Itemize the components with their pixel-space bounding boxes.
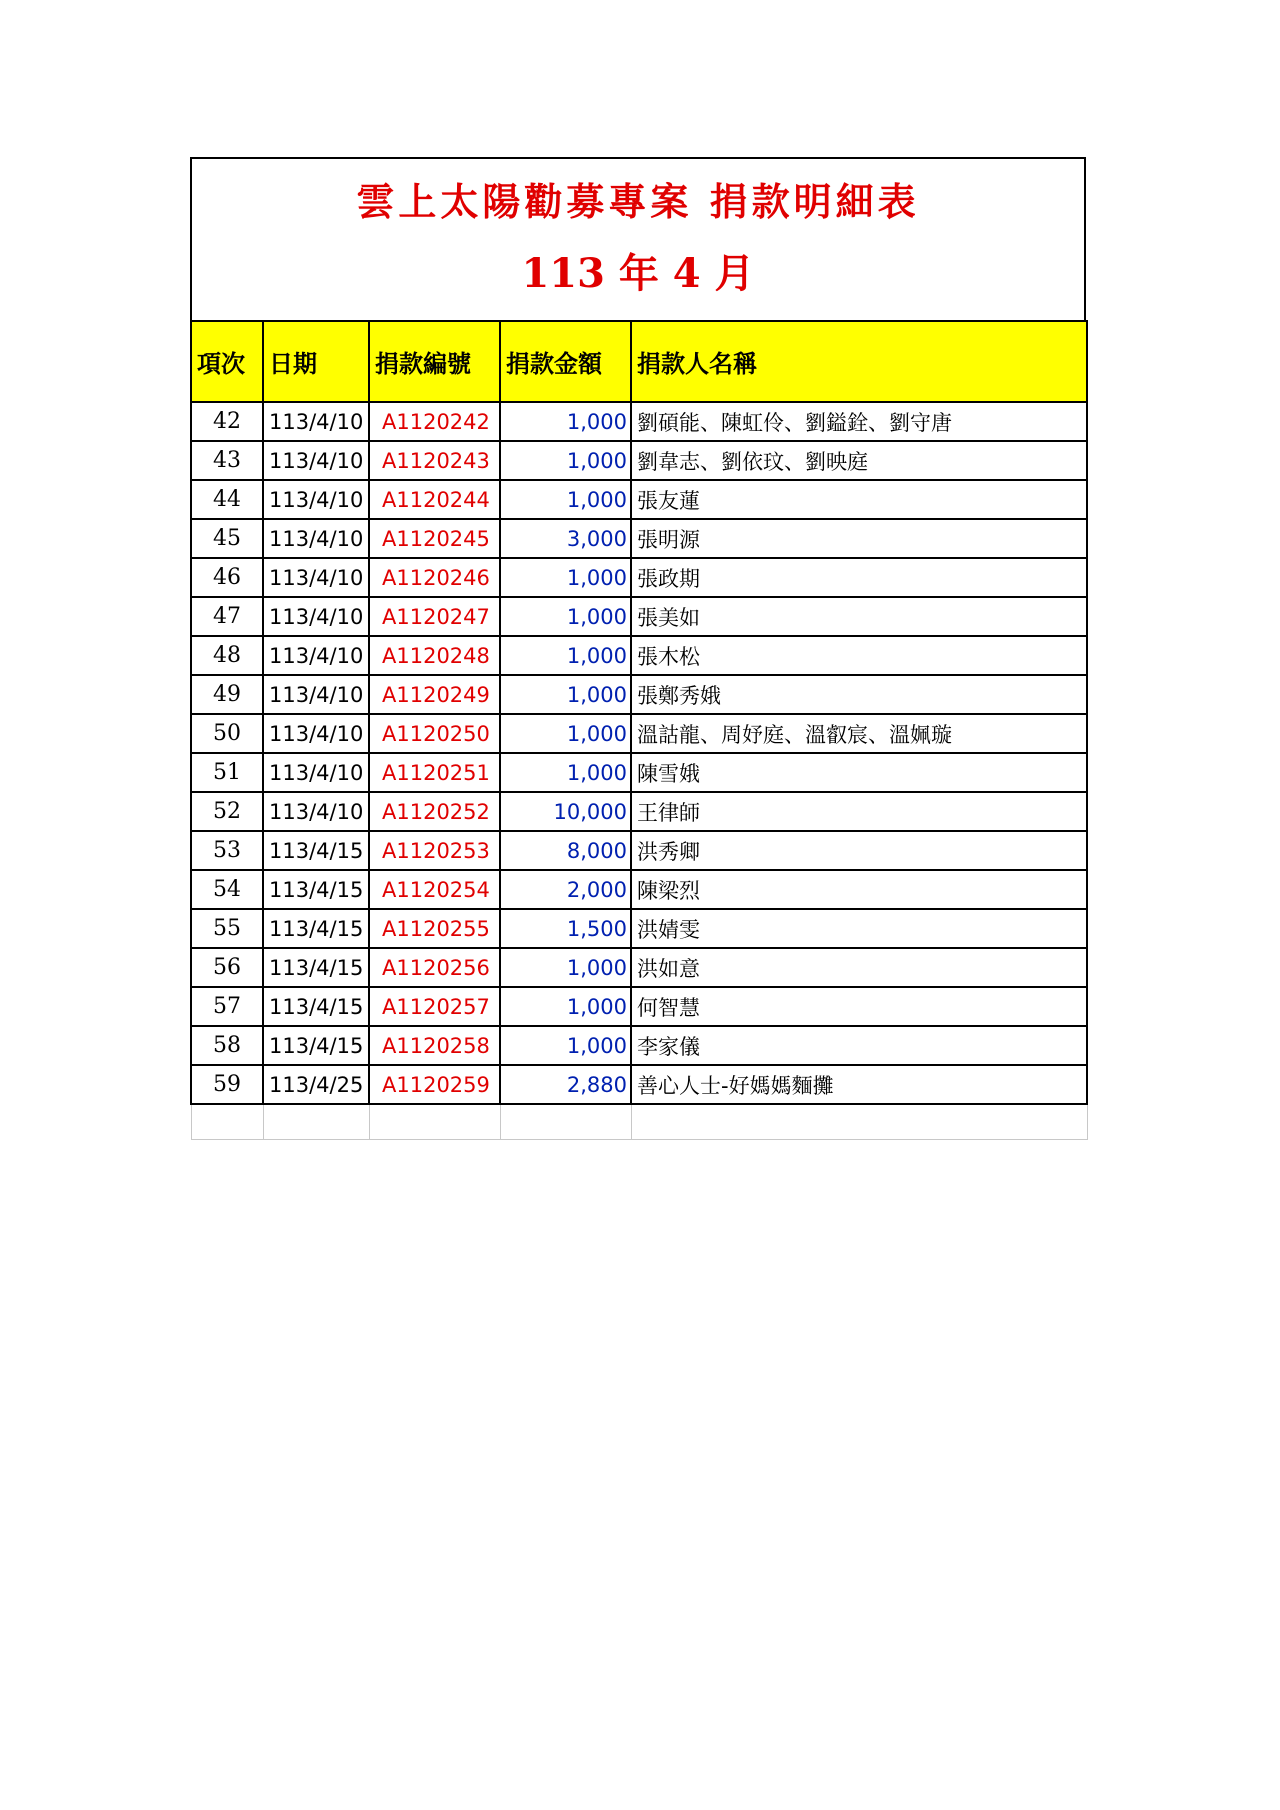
cell-date: 113/4/10 bbox=[263, 636, 369, 675]
header-amount: 捐款金額 bbox=[500, 321, 631, 402]
cell-donation-id: A1120252 bbox=[369, 792, 500, 831]
cell-donor-name: 王律師 bbox=[631, 792, 1087, 831]
cell-donation-id: A1120244 bbox=[369, 480, 500, 519]
title-box bbox=[190, 157, 1086, 320]
table-row bbox=[191, 1065, 1087, 1104]
cell-amount: 1,500 bbox=[500, 909, 631, 948]
cell-amount: 1,000 bbox=[500, 597, 631, 636]
cell-amount: 1,000 bbox=[500, 441, 631, 480]
cell-amount: 1,000 bbox=[500, 402, 631, 441]
empty-cell bbox=[631, 1104, 1087, 1140]
donation-table bbox=[190, 320, 1088, 1140]
header-donor-name: 捐款人名稱 bbox=[631, 321, 1087, 402]
cell-donation-id: A1120242 bbox=[369, 402, 500, 441]
table-row bbox=[191, 441, 1087, 480]
cell-index: 44 bbox=[191, 480, 263, 519]
cell-amount: 3,000 bbox=[500, 519, 631, 558]
cell-date: 113/4/10 bbox=[263, 714, 369, 753]
cell-date: 113/4/10 bbox=[263, 753, 369, 792]
page-subtitle-month: 113 年 4 月 bbox=[521, 250, 755, 297]
table-row bbox=[191, 675, 1087, 714]
cell-index: 51 bbox=[191, 753, 263, 792]
cell-date: 113/4/15 bbox=[263, 831, 369, 870]
cell-date: 113/4/15 bbox=[263, 1026, 369, 1065]
table-row bbox=[191, 1026, 1087, 1065]
cell-index: 50 bbox=[191, 714, 263, 753]
cell-donation-id: A1120245 bbox=[369, 519, 500, 558]
cell-donor-name: 洪如意 bbox=[631, 948, 1087, 987]
cell-amount: 1,000 bbox=[500, 753, 631, 792]
header-date: 日期 bbox=[263, 321, 369, 402]
cell-donor-name: 張明源 bbox=[631, 519, 1087, 558]
cell-donor-name: 陳雪娥 bbox=[631, 753, 1087, 792]
table-row bbox=[191, 402, 1087, 441]
cell-index: 47 bbox=[191, 597, 263, 636]
cell-amount: 2,880 bbox=[500, 1065, 631, 1104]
table-row bbox=[191, 714, 1087, 753]
cell-donor-name: 洪秀卿 bbox=[631, 831, 1087, 870]
cell-index: 58 bbox=[191, 1026, 263, 1065]
cell-amount: 1,000 bbox=[500, 636, 631, 675]
cell-date: 113/4/15 bbox=[263, 948, 369, 987]
cell-amount: 8,000 bbox=[500, 831, 631, 870]
cell-amount: 1,000 bbox=[500, 987, 631, 1026]
cell-donation-id: A1120246 bbox=[369, 558, 500, 597]
empty-cell bbox=[191, 1104, 263, 1140]
cell-date: 113/4/10 bbox=[263, 558, 369, 597]
cell-donor-name: 張鄭秀娥 bbox=[631, 675, 1087, 714]
cell-donation-id: A1120259 bbox=[369, 1065, 500, 1104]
cell-donation-id: A1120258 bbox=[369, 1026, 500, 1065]
cell-donor-name: 張木松 bbox=[631, 636, 1087, 675]
cell-index: 57 bbox=[191, 987, 263, 1026]
cell-donation-id: A1120256 bbox=[369, 948, 500, 987]
cell-index: 52 bbox=[191, 792, 263, 831]
page-title: 雲上太陽勸募專案 捐款明細表 bbox=[356, 179, 920, 224]
table-row bbox=[191, 519, 1087, 558]
cell-donor-name: 張政期 bbox=[631, 558, 1087, 597]
table-row bbox=[191, 753, 1087, 792]
cell-donation-id: A1120251 bbox=[369, 753, 500, 792]
cell-donor-name: 張友蓮 bbox=[631, 480, 1087, 519]
cell-donation-id: A1120254 bbox=[369, 870, 500, 909]
empty-row bbox=[191, 1104, 1087, 1140]
cell-index: 54 bbox=[191, 870, 263, 909]
table-row bbox=[191, 870, 1087, 909]
table-row bbox=[191, 948, 1087, 987]
cell-donation-id: A1120257 bbox=[369, 987, 500, 1026]
cell-donor-name: 陳梁烈 bbox=[631, 870, 1087, 909]
cell-index: 45 bbox=[191, 519, 263, 558]
cell-donation-id: A1120250 bbox=[369, 714, 500, 753]
cell-date: 113/4/10 bbox=[263, 597, 369, 636]
header-index: 項次 bbox=[191, 321, 263, 402]
cell-amount: 2,000 bbox=[500, 870, 631, 909]
cell-amount: 1,000 bbox=[500, 558, 631, 597]
cell-date: 113/4/15 bbox=[263, 870, 369, 909]
cell-amount: 1,000 bbox=[500, 1026, 631, 1065]
cell-date: 113/4/25 bbox=[263, 1065, 369, 1104]
cell-donor-name: 何智慧 bbox=[631, 987, 1087, 1026]
cell-amount: 1,000 bbox=[500, 675, 631, 714]
cell-index: 43 bbox=[191, 441, 263, 480]
cell-date: 113/4/10 bbox=[263, 480, 369, 519]
empty-cell bbox=[263, 1104, 369, 1140]
table-row bbox=[191, 597, 1087, 636]
header-donation-id: 捐款編號 bbox=[369, 321, 500, 402]
cell-index: 46 bbox=[191, 558, 263, 597]
cell-donor-name: 張美如 bbox=[631, 597, 1087, 636]
cell-amount: 10,000 bbox=[500, 792, 631, 831]
cell-donor-name: 洪婧雯 bbox=[631, 909, 1087, 948]
cell-donor-name: 劉韋志、劉依玟、劉映庭 bbox=[631, 441, 1087, 480]
cell-donor-name: 善心人士-好媽媽麵攤 bbox=[631, 1065, 1087, 1104]
cell-index: 53 bbox=[191, 831, 263, 870]
cell-date: 113/4/10 bbox=[263, 402, 369, 441]
table-row bbox=[191, 909, 1087, 948]
cell-date: 113/4/15 bbox=[263, 909, 369, 948]
cell-donation-id: A1120243 bbox=[369, 441, 500, 480]
header-row bbox=[191, 321, 1087, 402]
cell-index: 59 bbox=[191, 1065, 263, 1104]
cell-date: 113/4/10 bbox=[263, 792, 369, 831]
cell-amount: 1,000 bbox=[500, 480, 631, 519]
table-row bbox=[191, 987, 1087, 1026]
cell-date: 113/4/15 bbox=[263, 987, 369, 1026]
cell-donation-id: A1120253 bbox=[369, 831, 500, 870]
cell-index: 42 bbox=[191, 402, 263, 441]
empty-cell bbox=[369, 1104, 500, 1140]
cell-date: 113/4/10 bbox=[263, 441, 369, 480]
cell-donor-name: 溫詁龍、周妤庭、溫叡宸、溫姵璇 bbox=[631, 714, 1087, 753]
empty-cell bbox=[500, 1104, 631, 1140]
table-row bbox=[191, 831, 1087, 870]
table-row bbox=[191, 480, 1087, 519]
donation-sheet bbox=[190, 157, 1086, 1140]
cell-donation-id: A1120255 bbox=[369, 909, 500, 948]
cell-donor-name: 劉碩能、陳虹伶、劉鎰銓、劉守唐 bbox=[631, 402, 1087, 441]
cell-donation-id: A1120249 bbox=[369, 675, 500, 714]
cell-index: 56 bbox=[191, 948, 263, 987]
cell-donation-id: A1120248 bbox=[369, 636, 500, 675]
cell-date: 113/4/10 bbox=[263, 519, 369, 558]
table-row bbox=[191, 636, 1087, 675]
table-body bbox=[191, 402, 1087, 1140]
table-row bbox=[191, 558, 1087, 597]
cell-index: 48 bbox=[191, 636, 263, 675]
cell-amount: 1,000 bbox=[500, 948, 631, 987]
cell-donation-id: A1120247 bbox=[369, 597, 500, 636]
cell-index: 55 bbox=[191, 909, 263, 948]
cell-amount: 1,000 bbox=[500, 714, 631, 753]
cell-index: 49 bbox=[191, 675, 263, 714]
table-row bbox=[191, 792, 1087, 831]
cell-date: 113/4/10 bbox=[263, 675, 369, 714]
cell-donor-name: 李家儀 bbox=[631, 1026, 1087, 1065]
